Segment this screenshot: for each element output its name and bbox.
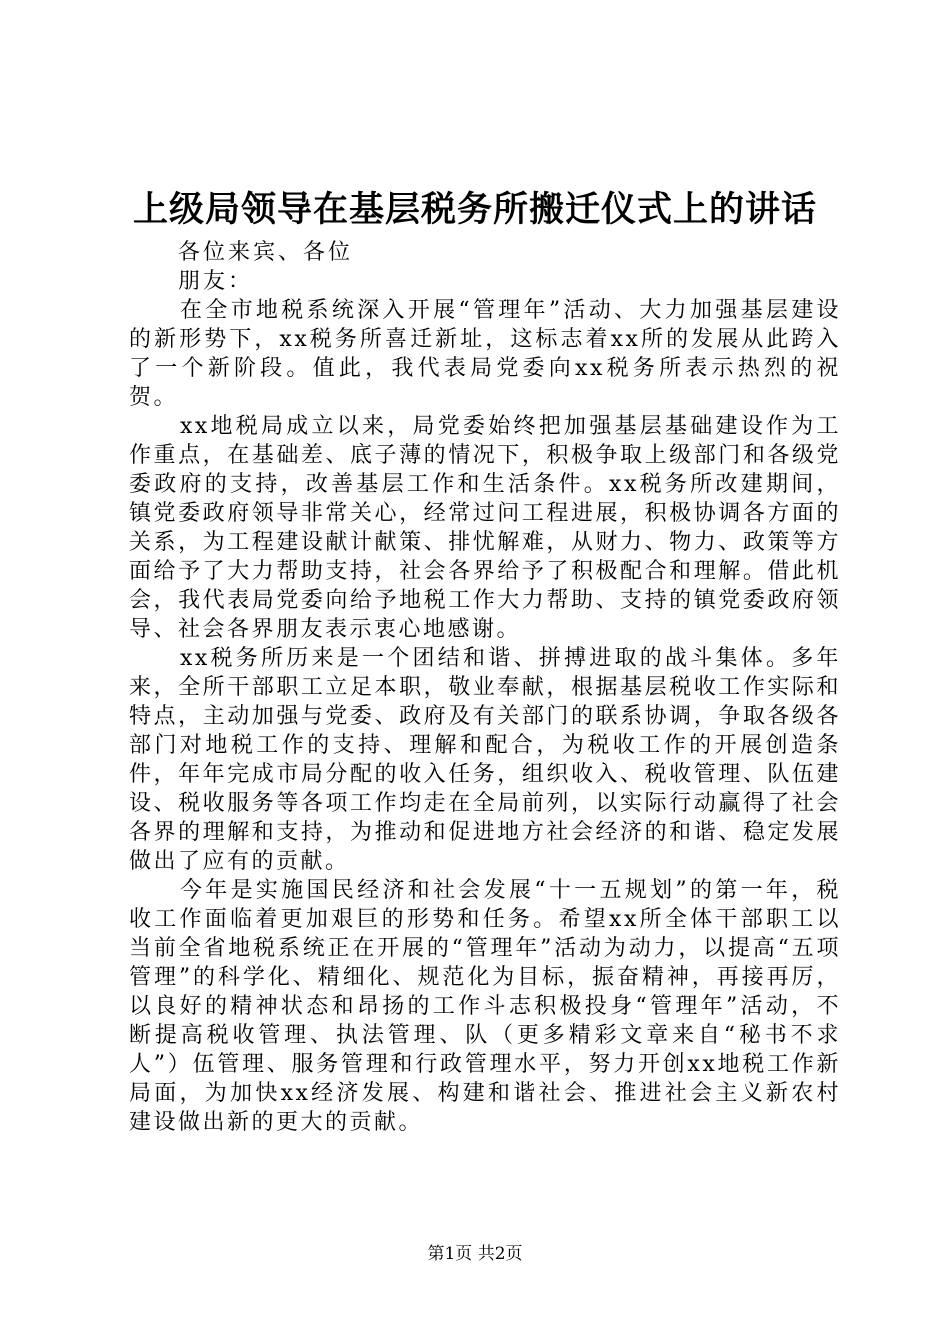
salutation-line-2: 朋友： [178, 269, 254, 294]
page-footer: 第1页 共2页 [427, 1244, 523, 1264]
salutation [178, 238, 353, 296]
document-title: 上级局领导在基层税务所搬迁仪式上的讲话 [132, 189, 817, 230]
paragraph-2: xx地税局成立以来，局党委始终把加强基层基础建设作为工作重点，在基础差、底子薄的情况下，积极争取上级部门和各级党委政府的支持，改善基层工作和生活条件。xx税务所改建期间，镇党委政府领导非常关心，经常过问工程进展，积极协调各方面的关系，为工程建设献计献策、排忧解难，从财力、物力、政策等方面给予了大力帮助支持，社会各界给予了积极配合和理解。借此机会，我代表局党委向给予地税工作大力帮助、支持的镇党委政府领导、社会各界朋友表示衷心地感谢。 [129, 414, 841, 642]
salutation-line-1: 各位来宾、各位 [178, 240, 354, 265]
paragraph-4: 今年是实施国民经济和社会发展“十一五规划”的第一年，税收工作面临着更加艰巨的形势和任务。希望xx所全体干部职工以当前全省地税系统正在开展的“管理年”活动为动力，以提高“五项管理”的科学化、精细化、规范化为目标，振奋精神，再接再厉，以良好的精神状态和昂扬的工作斗志积极投身“管理年”活动，不断提高税收管理、执法管理、队（更多精彩文章来自“秘书不求人”）伍管理、服务管理和行政管理水平，努力开创xx地税工作新局面，为加快xx经济发展、构建和谐社会、推进社会主义新农村建设做出新的更大的贡献。 [129, 878, 841, 1135]
document-body [129, 296, 841, 1137]
paragraph-3: xx税务所历来是一个团结和谐、拼搏进取的战斗集体。多年来，全所干部职工立足本职，敬业奉献，根据基层税收工作实际和特点，主动加强与党委、政府及有关部门的联系协调，争取各级各部门对地税工作的支持、理解和配合，为税收工作的开展创造条件，年年完成市局分配的收入任务，组织收入、税收管理、队伍建设、税收服务等各项工作均走在全局前列，以实际行动赢得了社会各界的理解和支持，为推动和促进地方社会经济的和谐、稳定发展做出了应有的贡献。 [129, 646, 841, 874]
paragraph-1: 在全市地税系统深入开展“管理年”活动、大力加强基层建设的新形势下，xx税务所喜迁新址，这标志着xx所的发展从此跨入了一个新阶段。值此，我代表局党委向xx税务所表示热烈的祝贺。 [129, 298, 841, 410]
